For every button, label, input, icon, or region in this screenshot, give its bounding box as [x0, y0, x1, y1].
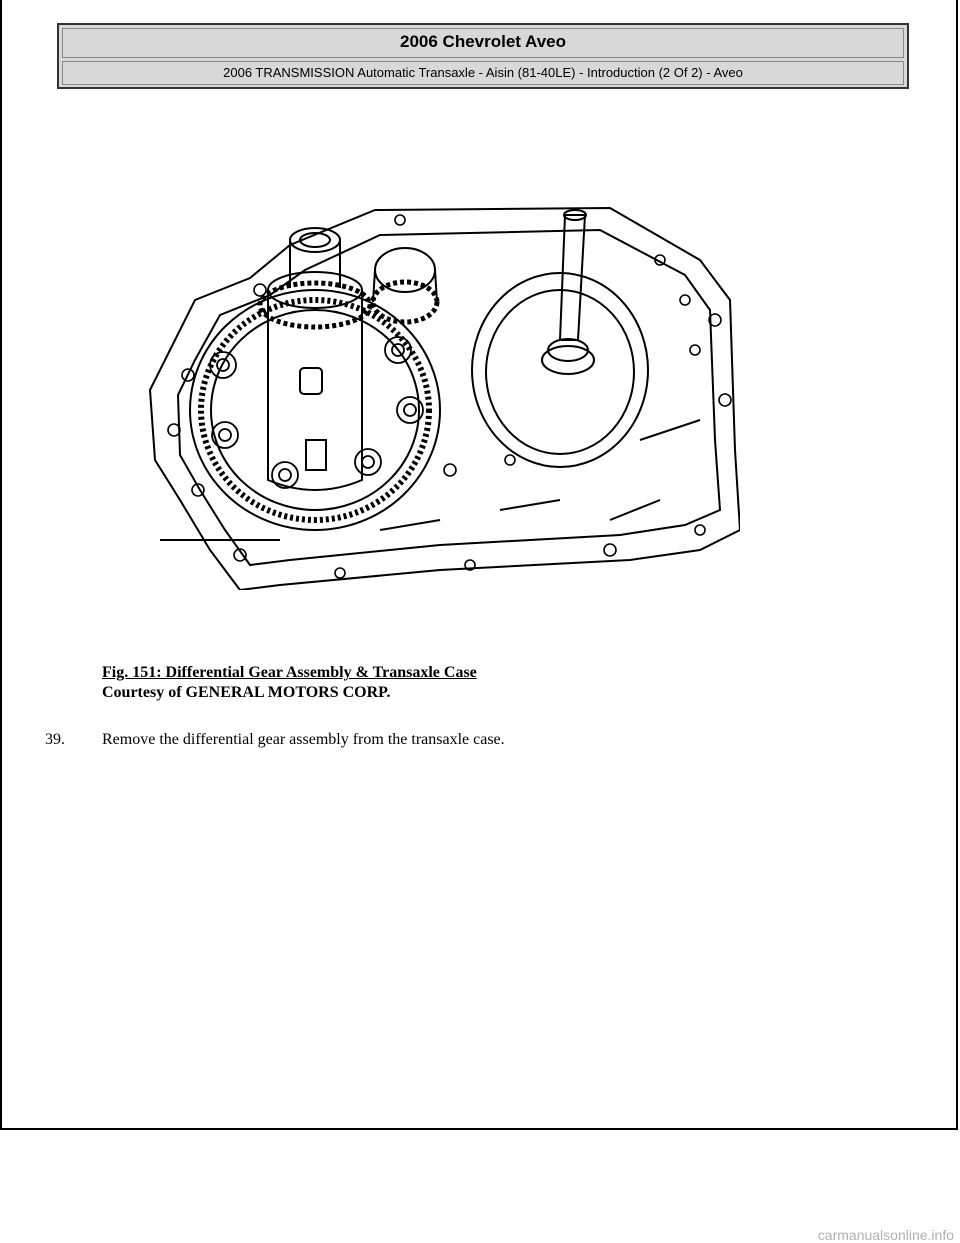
differential-bolts: [210, 337, 423, 488]
figure-caption: [102, 663, 477, 703]
transfer-drum: [472, 273, 648, 467]
carrier-window: [300, 368, 322, 394]
procedure-step: [45, 730, 505, 750]
case-flange: [178, 230, 720, 565]
carrier-slot: [306, 440, 326, 470]
header-title-row: [62, 28, 904, 58]
figure-credit: Courtesy of GENERAL MOTORS CORP.: [102, 684, 391, 701]
footer-watermark: carmanualsonline.info: [817, 1227, 954, 1243]
figure-caption-title: Fig. 151: Differential Gear Assembly & Transaxle Case: [102, 664, 477, 681]
case-bolt-holes: [168, 215, 731, 578]
header-subtitle-row: [62, 61, 904, 85]
pinion-bearing: [375, 248, 435, 292]
differential-gear-illustration: [140, 200, 740, 590]
transaxle-case-outline: [150, 208, 740, 590]
step-text: Remove the differential gear assembly from the transaxle case.: [102, 731, 505, 748]
ring-gear-inner: [211, 310, 419, 510]
header-subtitle: 2006 TRANSMISSION Automatic Transaxle - Aisin (81-40LE) - Introduction (2 Of 2) - Aveo: [223, 65, 743, 80]
document-header: [57, 23, 909, 89]
step-number: 39.: [45, 731, 65, 748]
header-title: 2006 Chevrolet Aveo: [400, 32, 566, 51]
carrier-neck-top: [290, 228, 340, 252]
shaft-collar: [548, 339, 588, 361]
ring-gear-teeth: [201, 300, 429, 520]
differential-carrier: [268, 290, 362, 490]
input-shaft: [560, 215, 585, 340]
